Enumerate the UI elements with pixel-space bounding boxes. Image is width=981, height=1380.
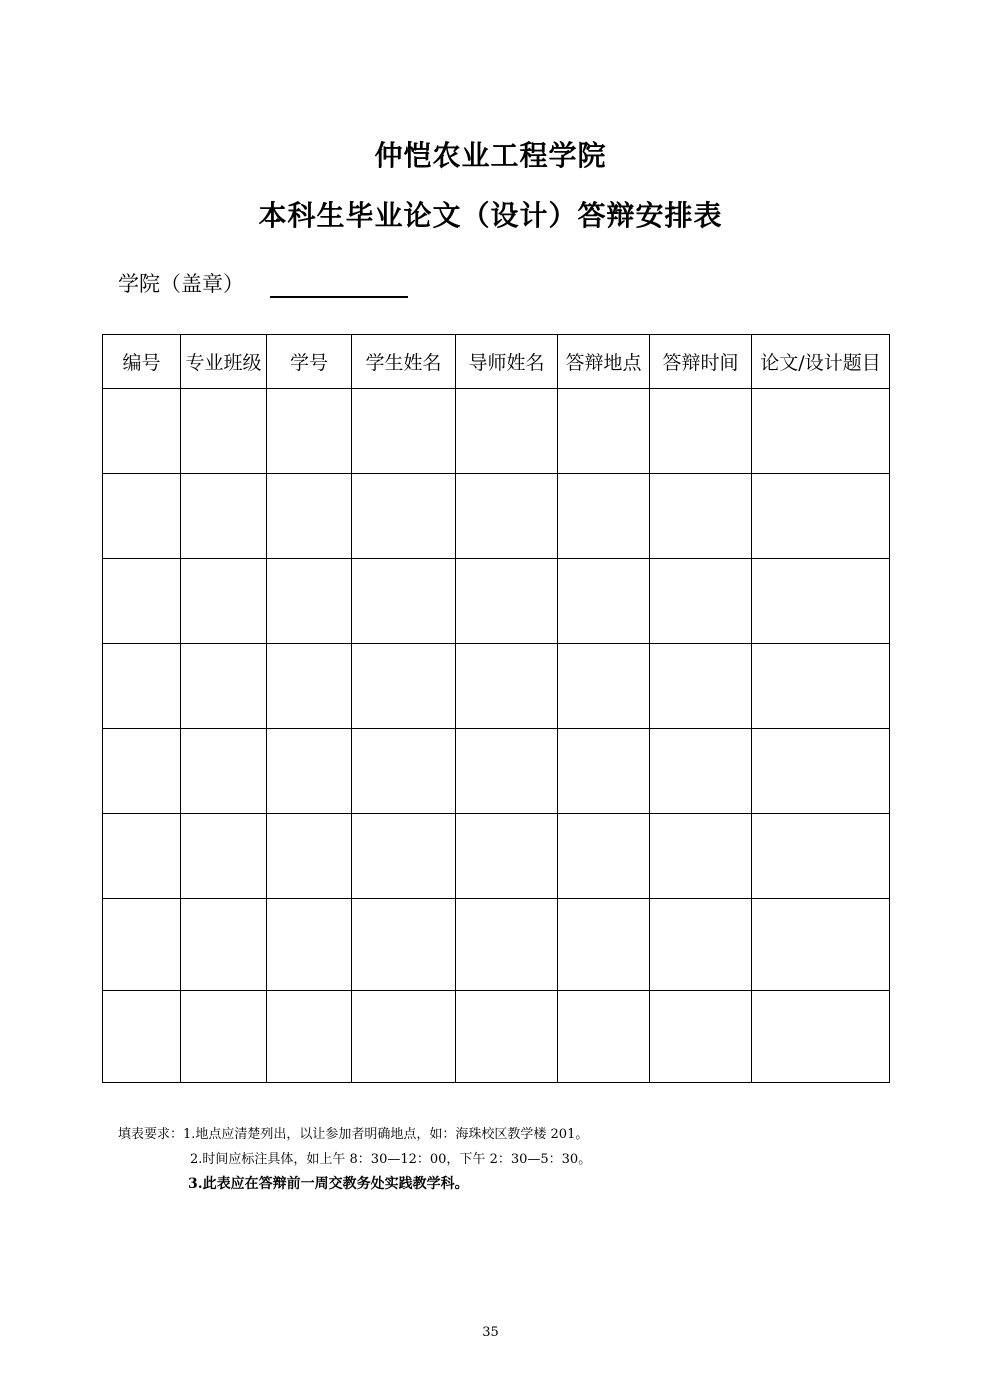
table-cell[interactable] xyxy=(558,474,650,559)
defense-schedule-table xyxy=(102,334,890,1083)
table-cell[interactable] xyxy=(352,474,456,559)
page-title: 仲恺农业工程学院 xyxy=(374,139,607,172)
table-cell[interactable] xyxy=(267,729,352,814)
table-header-row xyxy=(103,335,890,389)
table-cell[interactable] xyxy=(650,729,752,814)
table-row xyxy=(103,474,890,559)
table-cell[interactable] xyxy=(752,644,890,729)
table-cell[interactable] xyxy=(267,814,352,899)
table-cell[interactable] xyxy=(456,644,558,729)
table-cell[interactable] xyxy=(752,729,890,814)
table-cell[interactable] xyxy=(456,991,558,1083)
table-cell[interactable] xyxy=(650,474,752,559)
table-cell[interactable] xyxy=(267,559,352,644)
table-cell[interactable] xyxy=(752,474,890,559)
column-header-student-name: 学生姓名 xyxy=(352,335,456,389)
table-cell[interactable] xyxy=(752,814,890,899)
table-cell[interactable] xyxy=(181,474,267,559)
table-cell[interactable] xyxy=(181,899,267,991)
filling-instructions xyxy=(118,1122,591,1197)
table-cell[interactable] xyxy=(650,814,752,899)
table-cell[interactable] xyxy=(352,729,456,814)
table-cell[interactable] xyxy=(558,814,650,899)
column-header-advisor-name: 导师姓名 xyxy=(456,335,558,389)
table-cell[interactable] xyxy=(456,899,558,991)
table-cell[interactable] xyxy=(103,729,181,814)
table-cell[interactable] xyxy=(558,991,650,1083)
column-header-thesis-title: 论文/设计题目 xyxy=(752,335,890,389)
page-subtitle: 本科生毕业论文（设计）答辩安排表 xyxy=(258,199,723,232)
instruction-line-2: 2.时间应标注具体，如上午 8：30—12：00，下午 2：30—5：30。 xyxy=(190,1152,592,1167)
table-cell[interactable] xyxy=(103,559,181,644)
table-cell[interactable] xyxy=(103,814,181,899)
table-cell[interactable] xyxy=(650,644,752,729)
table-row xyxy=(103,814,890,899)
table-cell[interactable] xyxy=(352,559,456,644)
table-cell[interactable] xyxy=(752,991,890,1083)
table-row xyxy=(103,644,890,729)
seal-label: 学院（盖章） xyxy=(118,272,244,296)
table-row xyxy=(103,899,890,991)
table-cell[interactable] xyxy=(103,899,181,991)
table-row xyxy=(103,559,890,644)
table-cell[interactable] xyxy=(558,644,650,729)
table-cell[interactable] xyxy=(267,991,352,1083)
table-cell[interactable] xyxy=(267,644,352,729)
column-header-defense-location: 答辩地点 xyxy=(558,335,650,389)
table-cell[interactable] xyxy=(558,729,650,814)
seal-blank-line[interactable] xyxy=(270,272,408,298)
table-cell[interactable] xyxy=(181,644,267,729)
table-cell[interactable] xyxy=(752,899,890,991)
table-cell[interactable] xyxy=(103,644,181,729)
table-cell[interactable] xyxy=(352,899,456,991)
column-header-student-id: 学号 xyxy=(267,335,352,389)
table-cell[interactable] xyxy=(103,474,181,559)
table-cell[interactable] xyxy=(181,814,267,899)
column-header-defense-time: 答辩时间 xyxy=(650,335,752,389)
table-cell[interactable] xyxy=(650,991,752,1083)
table-cell[interactable] xyxy=(558,389,650,474)
table-cell[interactable] xyxy=(650,559,752,644)
table-cell[interactable] xyxy=(267,899,352,991)
table-cell[interactable] xyxy=(181,389,267,474)
table-cell[interactable] xyxy=(752,559,890,644)
table-cell[interactable] xyxy=(456,389,558,474)
table-cell[interactable] xyxy=(352,814,456,899)
page-number: 35 xyxy=(482,1325,499,1340)
table-cell[interactable] xyxy=(456,474,558,559)
table-cell[interactable] xyxy=(181,729,267,814)
table-row xyxy=(103,389,890,474)
table-cell[interactable] xyxy=(650,389,752,474)
column-header-major-class: 专业班级 xyxy=(181,335,267,389)
table-cell[interactable] xyxy=(267,389,352,474)
table-cell[interactable] xyxy=(352,389,456,474)
table-cell[interactable] xyxy=(650,899,752,991)
table-cell[interactable] xyxy=(267,474,352,559)
instruction-line-1: 填表要求：1.地点应清楚列出，以让参加者明确地点，如：海珠校区教学楼 201。 xyxy=(118,1127,589,1142)
instruction-line-3: 3.此表应在答辩前一周交教务处实践教学科。 xyxy=(188,1176,469,1192)
table-cell[interactable] xyxy=(181,991,267,1083)
table-row xyxy=(103,729,890,814)
seal-field xyxy=(118,268,408,298)
table-cell[interactable] xyxy=(456,559,558,644)
column-header-number: 编号 xyxy=(103,335,181,389)
table-cell[interactable] xyxy=(558,899,650,991)
table-cell[interactable] xyxy=(181,559,267,644)
table-cell[interactable] xyxy=(352,644,456,729)
table-cell[interactable] xyxy=(752,389,890,474)
table-cell[interactable] xyxy=(456,814,558,899)
table-cell[interactable] xyxy=(103,991,181,1083)
table-cell[interactable] xyxy=(456,729,558,814)
table-cell[interactable] xyxy=(558,559,650,644)
table-cell[interactable] xyxy=(103,389,181,474)
table-row xyxy=(103,991,890,1083)
table-cell[interactable] xyxy=(352,991,456,1083)
